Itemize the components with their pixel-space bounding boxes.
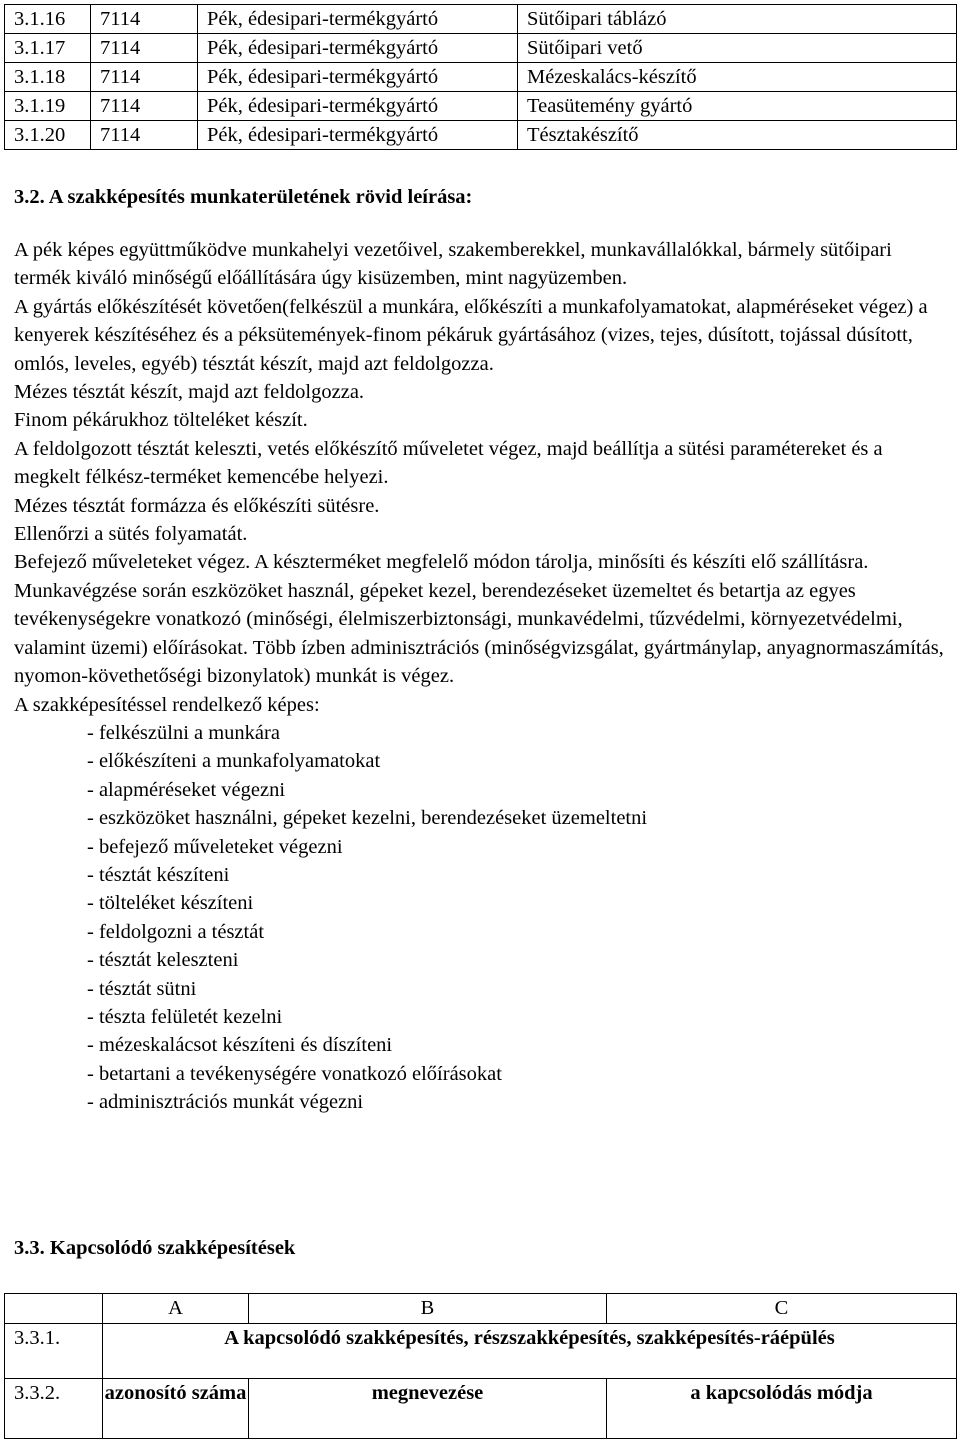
specialization: Tésztakészítő — [518, 121, 957, 150]
table-row — [5, 92, 957, 121]
qualification-table — [4, 4, 957, 150]
paragraph: Mézes tésztát formázza és előkészíti sütésre. — [14, 494, 380, 517]
list-item: - mézeskalácsot készíteni és díszíteni — [87, 1034, 393, 1057]
feor-code: 7114 — [91, 34, 198, 63]
row-number: 3.1.17 — [5, 34, 91, 63]
section-body-3-2 — [14, 236, 949, 1117]
section-heading-3-2: 3.2. A szakképesítés munkaterületének rövid leírása: — [14, 186, 473, 208]
list-item: - feldolgozni a tésztát — [87, 920, 265, 943]
abilities-list — [14, 719, 949, 1117]
column-header-c: C — [607, 1294, 957, 1324]
row-number: 3.3.2. — [5, 1379, 103, 1439]
list-item: - adminisztrációs munkát végezni — [87, 1091, 364, 1114]
list-item: - tészta felületét kezelni — [87, 1005, 283, 1028]
paragraph: Finom pékárukhoz tölteléket készít. — [14, 409, 308, 432]
list-item: - felkészülni a munkára — [87, 721, 280, 744]
specialization: Sütőipari vető — [518, 34, 957, 63]
row-number: 3.1.20 — [5, 121, 91, 150]
paragraph: A feldolgozott tésztát keleszti, vetés előkészítő műveletet végez, majd beállítja a sütési paramétereket és a megkelt félkész-terméket kemencébe helyezi. — [14, 437, 883, 489]
column-label-b: megnevezése — [249, 1379, 607, 1439]
paragraph: Befejező műveleteket végez. A készterméket megfelelő módon tárolja, minősíti és készíti elő szállításra. — [14, 551, 869, 574]
list-item: - tésztát keleszteni — [87, 949, 239, 972]
merged-header-cell: A kapcsolódó szakképesítés, részszakképesítés, szakképesítés-ráépülés — [103, 1324, 957, 1379]
specialization: Mézeskalács-készítő — [518, 63, 957, 92]
column-label-c: a kapcsolódás módja — [607, 1379, 957, 1439]
feor-code: 7114 — [91, 121, 198, 150]
paragraph: A szakképesítéssel rendelkező képes: — [14, 693, 320, 716]
list-item: - eszközöket használni, gépeket kezelni, berendezéseket üzemeltetni — [87, 807, 648, 830]
row-number: 3.3.1. — [5, 1324, 103, 1379]
qualification-name: Pék, édesipari-termékgyártó — [198, 5, 518, 34]
column-header-a: A — [103, 1294, 249, 1324]
list-item: - alapméréseket végezni — [87, 778, 286, 801]
list-item: - betartani a tevékenységére vonatkozó előírásokat — [87, 1062, 502, 1085]
paragraph: A pék képes együttműködve munkahelyi vezetőivel, szakemberekkel, munkavállalókkal, bármely sütőipari termék kiváló minőségű előállítására úgy kisüzemben, mint nagyüzemben. — [14, 239, 892, 290]
paragraph: Ellenőrzi a sütés folyamatát. — [14, 523, 248, 546]
table-row — [5, 63, 957, 92]
feor-code: 7114 — [91, 63, 198, 92]
list-item: - tölteléket készíteni — [87, 892, 254, 915]
qualification-name: Pék, édesipari-termékgyártó — [198, 121, 518, 150]
list-item: - befejező műveleteket végezni — [87, 835, 343, 858]
table-row — [5, 1379, 957, 1439]
paragraph: A gyártás előkészítését követően(felkészül a munkára, előkészíti a munkafolyamatokat, alapméréseket végez) a kenyerek készítéséhez és a péksütemények-finom pékáruk gyártásához (vizes, tejes, dúsított, tojással dúsított, omlós, leveles, egyéb) tésztát készít, majd azt feldolgozza. — [14, 295, 928, 375]
row-number: 3.1.18 — [5, 63, 91, 92]
column-header-b: B — [249, 1294, 607, 1324]
table-header-row — [5, 1294, 957, 1324]
row-number: 3.1.19 — [5, 92, 91, 121]
table-row — [5, 5, 957, 34]
qualification-name: Pék, édesipari-termékgyártó — [198, 92, 518, 121]
feor-code: 7114 — [91, 92, 198, 121]
list-item: - tésztát készíteni — [87, 863, 230, 886]
table-row — [5, 121, 957, 150]
feor-code: 7114 — [91, 5, 198, 34]
list-item: - tésztát sütni — [87, 977, 197, 1000]
row-number: 3.1.16 — [5, 5, 91, 34]
table-row — [5, 34, 957, 63]
qualification-name: Pék, édesipari-termékgyártó — [198, 63, 518, 92]
paragraph: Mézes tésztát készít, majd azt feldolgozza. — [14, 381, 365, 404]
specialization: Teasütemény gyártó — [518, 92, 957, 121]
paragraph: Munkavégzése során eszközöket használ, gépeket kezel, berendezéseket üzemeltet és betartja az egyes tevékenységekre vonatkozó (minőségi, élelmiszerbiztonsági, munkavédelmi, tűzvédelmi, környezetvédelmi, valamint üzemi) előírásokat. Több ízben adminisztrációs (minőségvizsgálat, gyártmánylap, anyagnormaszámítás, nyomon-követhetőségi bizonylatok) munkát is végez. — [14, 579, 944, 688]
qualification-name: Pék, édesipari-termékgyártó — [198, 34, 518, 63]
section-heading-3-3: 3.3. Kapcsolódó szakképesítések — [14, 1237, 296, 1259]
related-qualifications-table — [4, 1293, 957, 1439]
list-item: - előkészíteni a munkafolyamatokat — [87, 750, 381, 773]
column-label-a: azonosító száma — [103, 1379, 249, 1439]
table-row — [5, 1324, 957, 1379]
specialization: Sütőipari táblázó — [518, 5, 957, 34]
empty-cell — [5, 1294, 103, 1324]
